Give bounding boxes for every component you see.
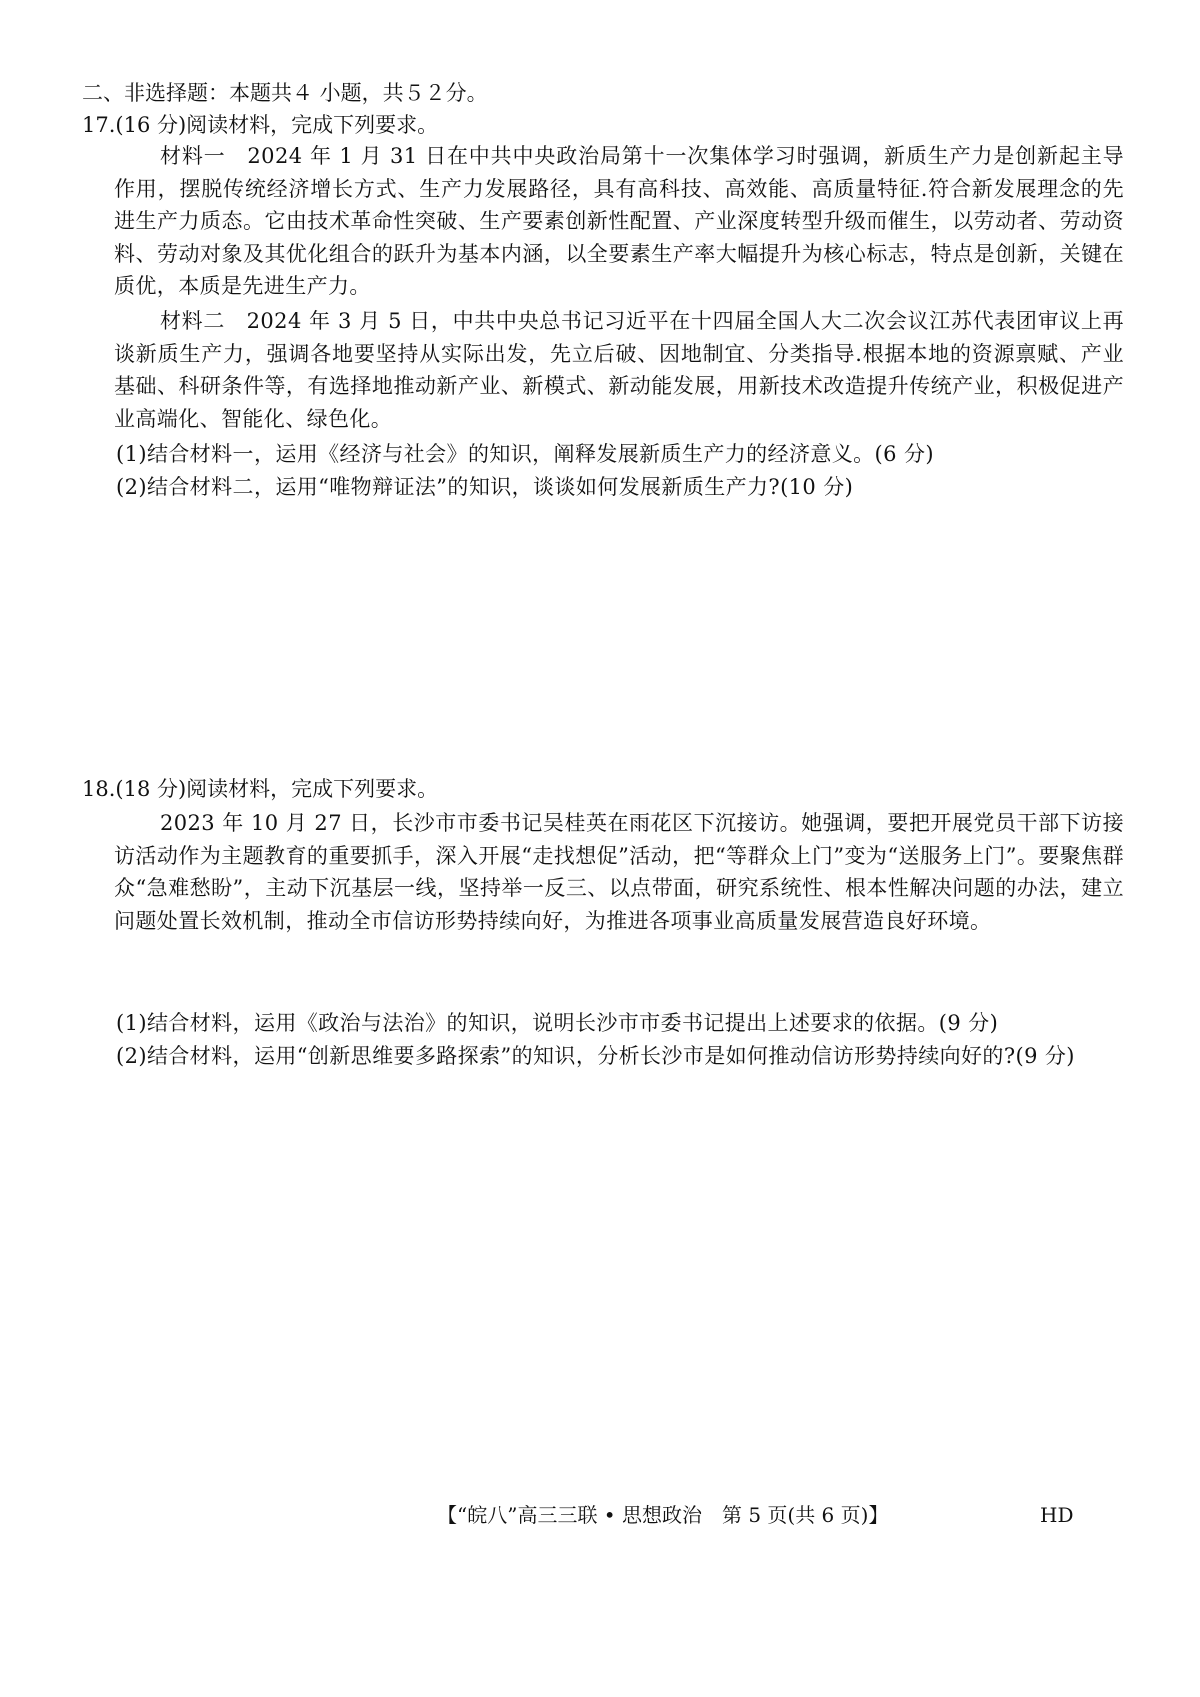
question-18-sub-1: (1)结合材料，运用《政治与法治》的知识，说明长沙市市委书记提出上述要求的依据。(9 分) (116, 1011, 999, 1035)
question-18-material: 2023 年 10 月 27 日，长沙市市委书记吴桂英在雨花区下沉接访。她强调，要把开展党员干部下访接访活动作为主题教育的重要抓手，深入开展“走找想促”活动，把“等群众上门”变为“送服务上门”。要聚焦群众“急难愁盼”，主动下沉基层一线，坚持举一反三、以点带面，研究系统性、根本性解决问题的办法，建立问题处置长效机制，推动全市信访形势持续向好，为推进各项事业高质量发展营造良好环境。 (114, 811, 1124, 933)
question-17-material-2: 材料二 2024 年 3 月 5 日，中共中央总书记习近平在十四届全国人大二次会议江苏代表团审议上再谈新质生产力，强调各地要坚持从实际出发，先立后破、因地制宜、分类指导.根据本地的资源禀赋、产业基础、科研条件等，有选择地推动新产业、新模式、新动能发展，用新技术改造提升传统产业，积极促进产业高端化、智能化、绿色化。 (114, 309, 1124, 431)
question-17-header: 17.(16 分)阅读材料，完成下列要求。 (82, 113, 439, 137)
question-18-sub-2: (2)结合材料，运用“创新思维要多路探索”的知识，分析长沙市是如何推动信访形势持续向好的?(9 分) (116, 1044, 1075, 1068)
question-17-sub-1: (1)结合材料一，运用《经济与社会》的知识，阐释发展新质生产力的经济意义。(6 分) (116, 442, 934, 466)
footer-title: 【“皖八”高三三联 • 思想政治 第 5 页(共 6 页)】 (437, 1503, 889, 1527)
question-17-sub-2: (2)结合材料二，运用“唯物辩证法”的知识，谈谈如何发展新质生产力?(10 分) (116, 475, 854, 499)
section-heading: 二、非选择题：本题共４ 小题，共５２分。 (82, 81, 488, 105)
question-18-header: 18.(18 分)阅读材料，完成下列要求。 (82, 777, 439, 801)
question-17-material-1: 材料一 2024 年 1 月 31 日在中共中央政治局第十一次集体学习时强调，新质生产力是创新起主导作用，摆脱传统经济增长方式、生产力发展路径，具有高科技、高效能、高质量特征.符合新发展理念的先进生产力质态。它由技术革命性突破、生产要素创新性配置、产业深度转型升级而催生，以劳动者、劳动资料、劳动对象及其优化组合的跃升为基本内涵，以全要素生产率大幅提升为核心标志，特点是创新，关键在质优，本质是先进生产力。 (114, 144, 1124, 298)
footer-code: HD (1040, 1503, 1074, 1527)
